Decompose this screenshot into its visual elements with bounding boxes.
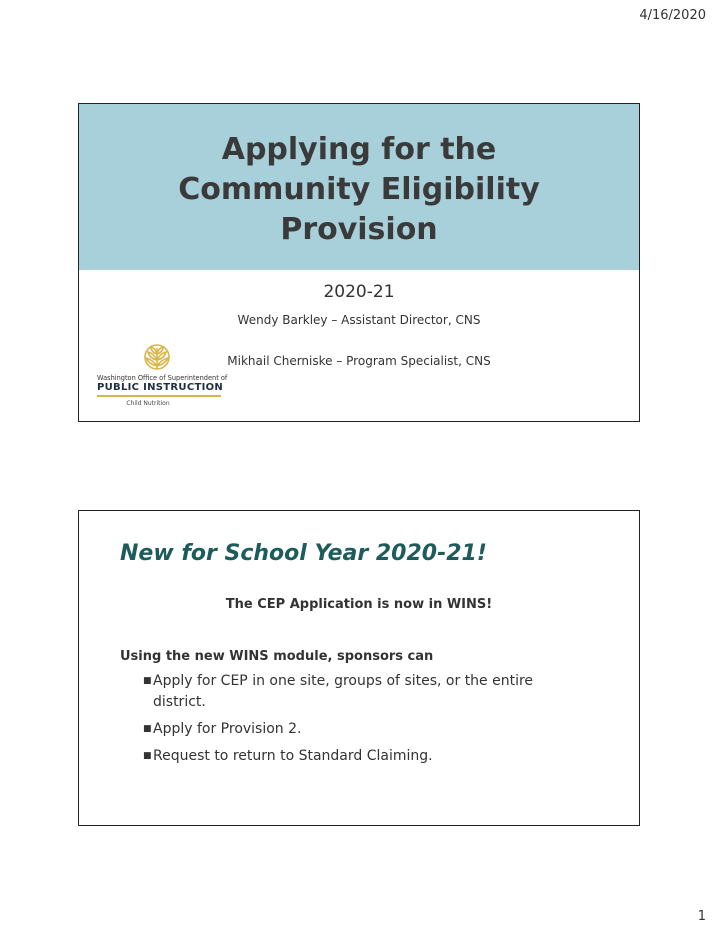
square-bullet-icon: ■ <box>143 724 152 734</box>
title-band <box>79 104 639 270</box>
list-item-text: Apply for Provision 2. <box>153 721 302 737</box>
slide-heading: New for School Year 2020-21! <box>120 541 487 566</box>
logo-department: Child Nutrition <box>126 400 170 407</box>
page-date: 4/16/2020 <box>639 8 706 23</box>
title-slide <box>78 103 640 422</box>
presenter-1: Wendy Barkley – Assistant Director, CNS <box>237 313 481 327</box>
list-item <box>143 671 573 713</box>
slide-title <box>178 124 540 250</box>
square-bullet-icon: ■ <box>143 676 152 686</box>
wheat-sun-icon <box>141 342 173 372</box>
logo-org-line: Washington Office of Superintendent of <box>97 374 228 382</box>
list-item-text: Request to return to Standard Claiming. <box>153 748 433 764</box>
title-line-3: Provision <box>280 212 438 247</box>
list-item <box>143 746 573 767</box>
presenter-2: Mikhail Cherniske – Program Specialist, CNS <box>227 354 491 368</box>
subtitle-year: 2020-21 <box>323 282 395 302</box>
title-line-2: Community Eligibility <box>178 172 540 207</box>
logo-divider <box>97 395 221 397</box>
list-item <box>143 719 573 740</box>
page-number: 1 <box>697 909 706 924</box>
logo-org-name: PUBLIC INSTRUCTION <box>97 382 224 393</box>
info-slide <box>78 510 640 826</box>
square-bullet-icon: ■ <box>143 751 152 761</box>
announcement: The CEP Application is now in WINS! <box>225 597 493 612</box>
bullet-list <box>143 671 573 773</box>
list-item-text: Apply for CEP in one site, groups of sites, or the entire district. <box>153 673 534 710</box>
lead-text: Using the new WINS module, sponsors can <box>120 649 434 664</box>
title-line-1: Applying for the <box>221 132 497 167</box>
ospi-logo <box>97 342 228 407</box>
